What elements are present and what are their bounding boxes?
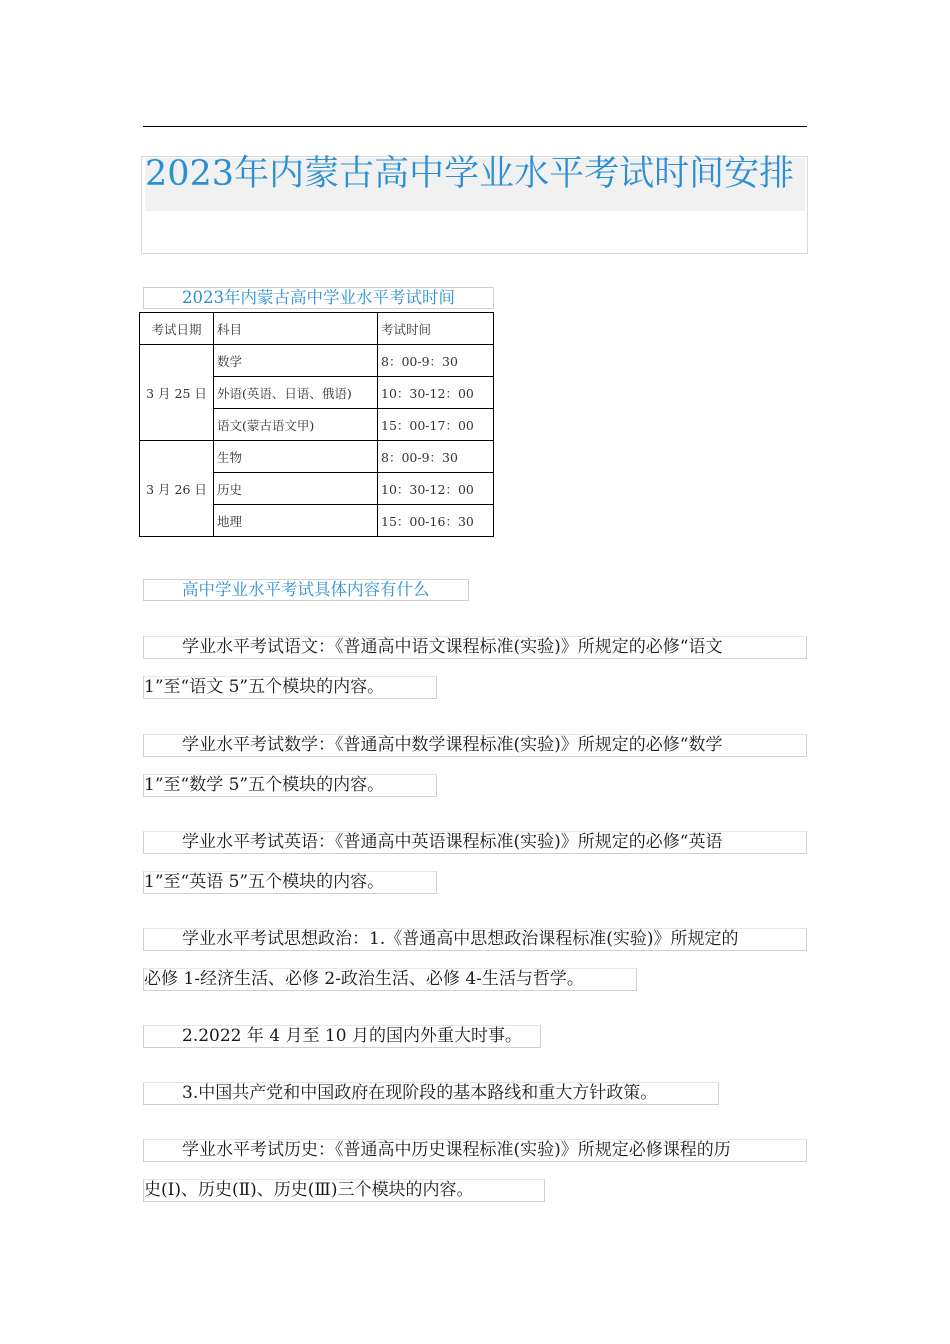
paragraph-line [143,831,807,854]
paragraph-text: 1”至“英语 5”五个模块的内容。 [144,872,385,892]
paragraph-text: 学业水平考试历史：《普通高中历史课程标准(实验)》所规定必修课程的历 [182,1140,731,1160]
time-cell: 8：00-9：30 [378,345,494,377]
table-header-row [140,313,494,345]
paragraph-line [143,1082,719,1105]
paragraph-line [143,871,437,894]
exam-schedule-table [139,312,494,537]
time-cell: 10：30-12：00 [378,377,494,409]
paragraph-line [143,968,637,991]
schedule-heading-text: 2023年内蒙古高中学业水平考试时间 [182,288,455,307]
date-cell: 3 月 25 日 [140,345,214,441]
paragraph-text: 史(Ⅰ)、历史(Ⅱ)、历史(Ⅲ)三个模块的内容。 [144,1180,474,1200]
header-time: 考试时间 [378,313,494,345]
time-cell: 10：30-12：00 [378,473,494,505]
table-row [140,441,494,473]
top-rule [143,126,807,127]
page-title: 2023年内蒙古高中学业水平考试时间安排 [145,154,795,194]
date-cell: 3 月 26 日 [140,441,214,537]
subject-cell: 语文(蒙古语文甲) [214,409,378,441]
header-date: 考试日期 [140,313,214,345]
paragraph-text: 学业水平考试数学：《普通高中数学课程标准(实验)》所规定的必修“数学 [182,735,723,755]
paragraph-line [143,1179,545,1202]
header-subject: 科目 [214,313,378,345]
content-heading-text: 高中学业水平考试具体内容有什么 [182,580,430,599]
paragraph-line [143,774,437,797]
time-cell: 15：00-17：00 [378,409,494,441]
paragraph-text: 1”至“数学 5”五个模块的内容。 [144,775,385,795]
subject-cell: 数学 [214,345,378,377]
subject-cell: 生物 [214,441,378,473]
paragraph-text: 1”至“语文 5”五个模块的内容。 [144,677,385,697]
paragraph-text: 学业水平考试英语：《普通高中英语课程标准(实验)》所规定的必修“英语 [182,832,723,852]
paragraph-line [143,676,437,699]
subject-cell: 外语(英语、日语、俄语) [214,377,378,409]
paragraph-line [143,1139,807,1162]
schedule-heading [143,287,494,309]
content-heading [143,579,469,601]
paragraph-text: 学业水平考试思想政治：1.《普通高中思想政治课程标准(实验)》所规定的 [182,929,739,949]
paragraph-line [143,636,807,659]
paragraph-line [143,1025,541,1048]
paragraph-line [143,928,807,951]
time-cell: 8：00-9：30 [378,441,494,473]
table-row [140,345,494,377]
subject-cell: 历史 [214,473,378,505]
paragraph-text: 3.中国共产党和中国政府在现阶段的基本路线和重大方针政策。 [182,1083,658,1103]
paragraph-text: 学业水平考试语文：《普通高中语文课程标准(实验)》所规定的必修“语文 [182,637,723,657]
paragraph-text: 2.2022 年 4 月至 10 月的国内外重大时事。 [182,1026,522,1046]
time-cell: 15：00-16：30 [378,505,494,537]
paragraph-line [143,734,807,757]
paragraph-text: 必修 1-经济生活、必修 2-政治生活、必修 4-生活与哲学。 [144,969,584,989]
subject-cell: 地理 [214,505,378,537]
